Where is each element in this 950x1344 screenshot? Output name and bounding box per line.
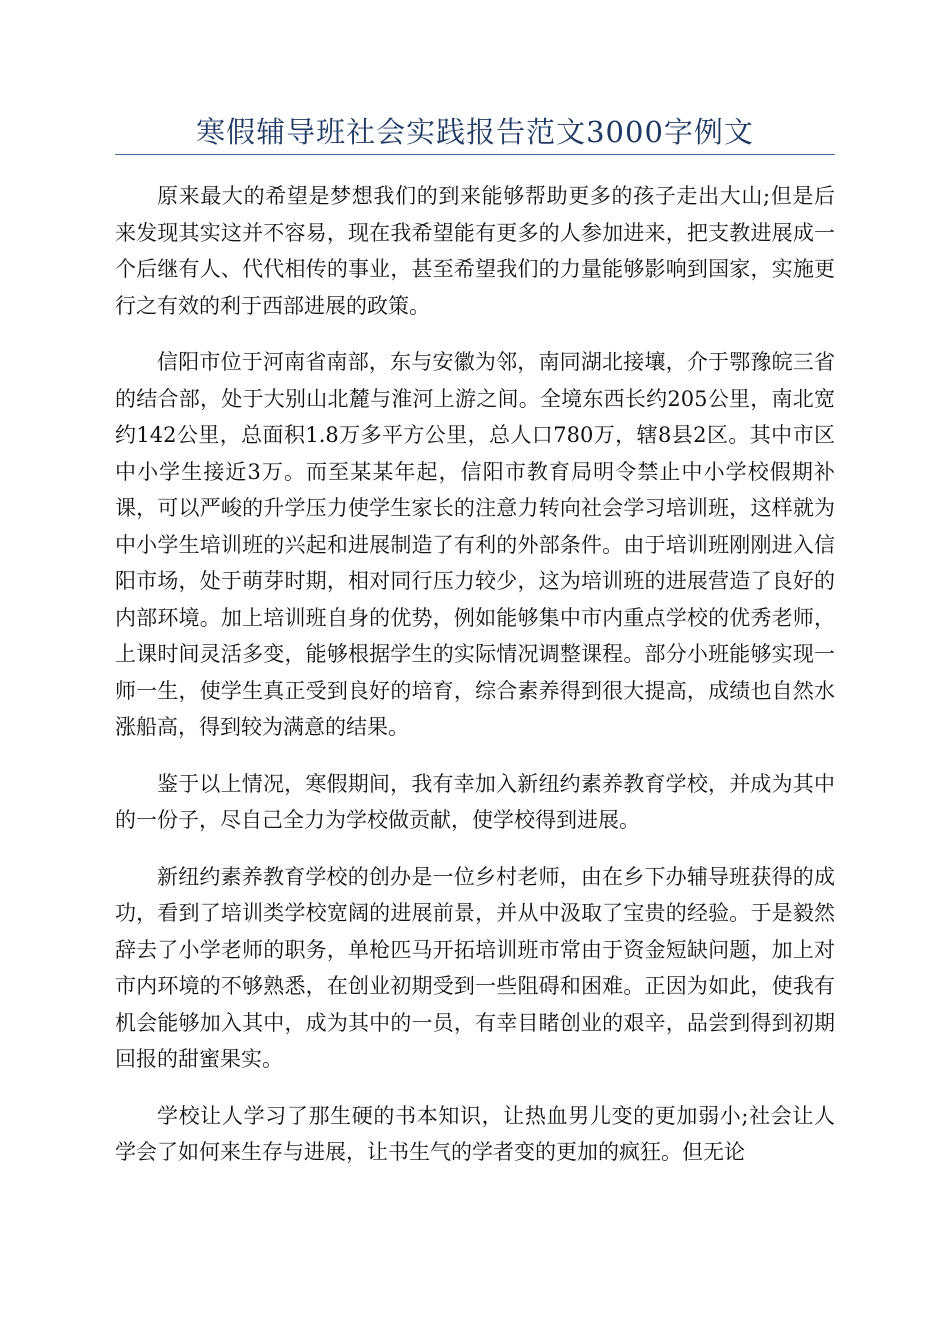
title-underline bbox=[115, 154, 835, 155]
paragraph-1: 原来最大的希望是梦想我们的到来能够帮助更多的孩子走出大山;但是后来发现其实这并不容易，现在我希望能有更多的人参加进来，把支教进展成一个后继有人、代代相传的事业，甚至希望我们的力量能够影响到国家，实施更行之有效的利于西部进展的政策。 bbox=[115, 184, 835, 318]
paragraph-5: 学校让人学习了那生硬的书本知识，让热血男儿变的更加弱小;社会让人学会了如何来生存与进展，让书生气的学者变的更加的疯狂。但无论 bbox=[115, 1103, 835, 1164]
paragraph-4: 新纽约素养教育学校的创办是一位乡村老师，由在乡下办辅导班获得的成功，看到了培训类学校宽阔的进展前景，并从中汲取了宝贵的经验。于是毅然辞去了小学老师的职务，单枪匹马开拓培训班市常由于资金短缺问题，加上对市内环境的不够熟悉，在创业初期受到一些阻碍和困难。正因为如此，使我有机会能够加入其中，成为其中的一员，有幸目睹创业的艰辛，品尝到得到初期回报的甜蜜果实。 bbox=[115, 864, 835, 1071]
paragraph-3: 鉴于以上情况，寒假期间，我有幸加入新纽约素养教育学校，并成为其中的一份子，尽自己全力为学校做贡献，使学校得到进展。 bbox=[115, 771, 835, 832]
paragraph-2: 信阳市位于河南省南部，东与安徽为邻，南同湖北接壤，介于鄂豫皖三省的结合部，处于大别山北麓与淮河上游之间。全境东西长约205公里，南北宽约142公里，总面积1.8万多平方公里，总人口780万，辖8县2区。其中市区中小学生接近3万。而至某某年起，信阳市教育局明令禁止中小学校假期补课，可以严峻的升学压力使学生家长的注意力转向社会学习培训班，这样就为中小学生培训班的兴起和进展制造了有利的外部条件。由于培训班刚刚进入信阳市场，处于萌芽时期，相对同行压力较少，这为培训班的进展营造了良好的内部环境。加上培训班自身的优势，例如能够集中市内重点学校的优秀老师，上课时间灵活多变，能够根据学生的实际情况调整课程。部分小班能够实现一师一生，使学生真正受到良好的培育，综合素养得到很大提高，成绩也自然水涨船高，得到较为满意的结果。 bbox=[115, 350, 835, 739]
document-body bbox=[115, 178, 835, 1191]
document-title: 寒假辅导班社会实践报告范文3000字例文 bbox=[196, 115, 754, 149]
